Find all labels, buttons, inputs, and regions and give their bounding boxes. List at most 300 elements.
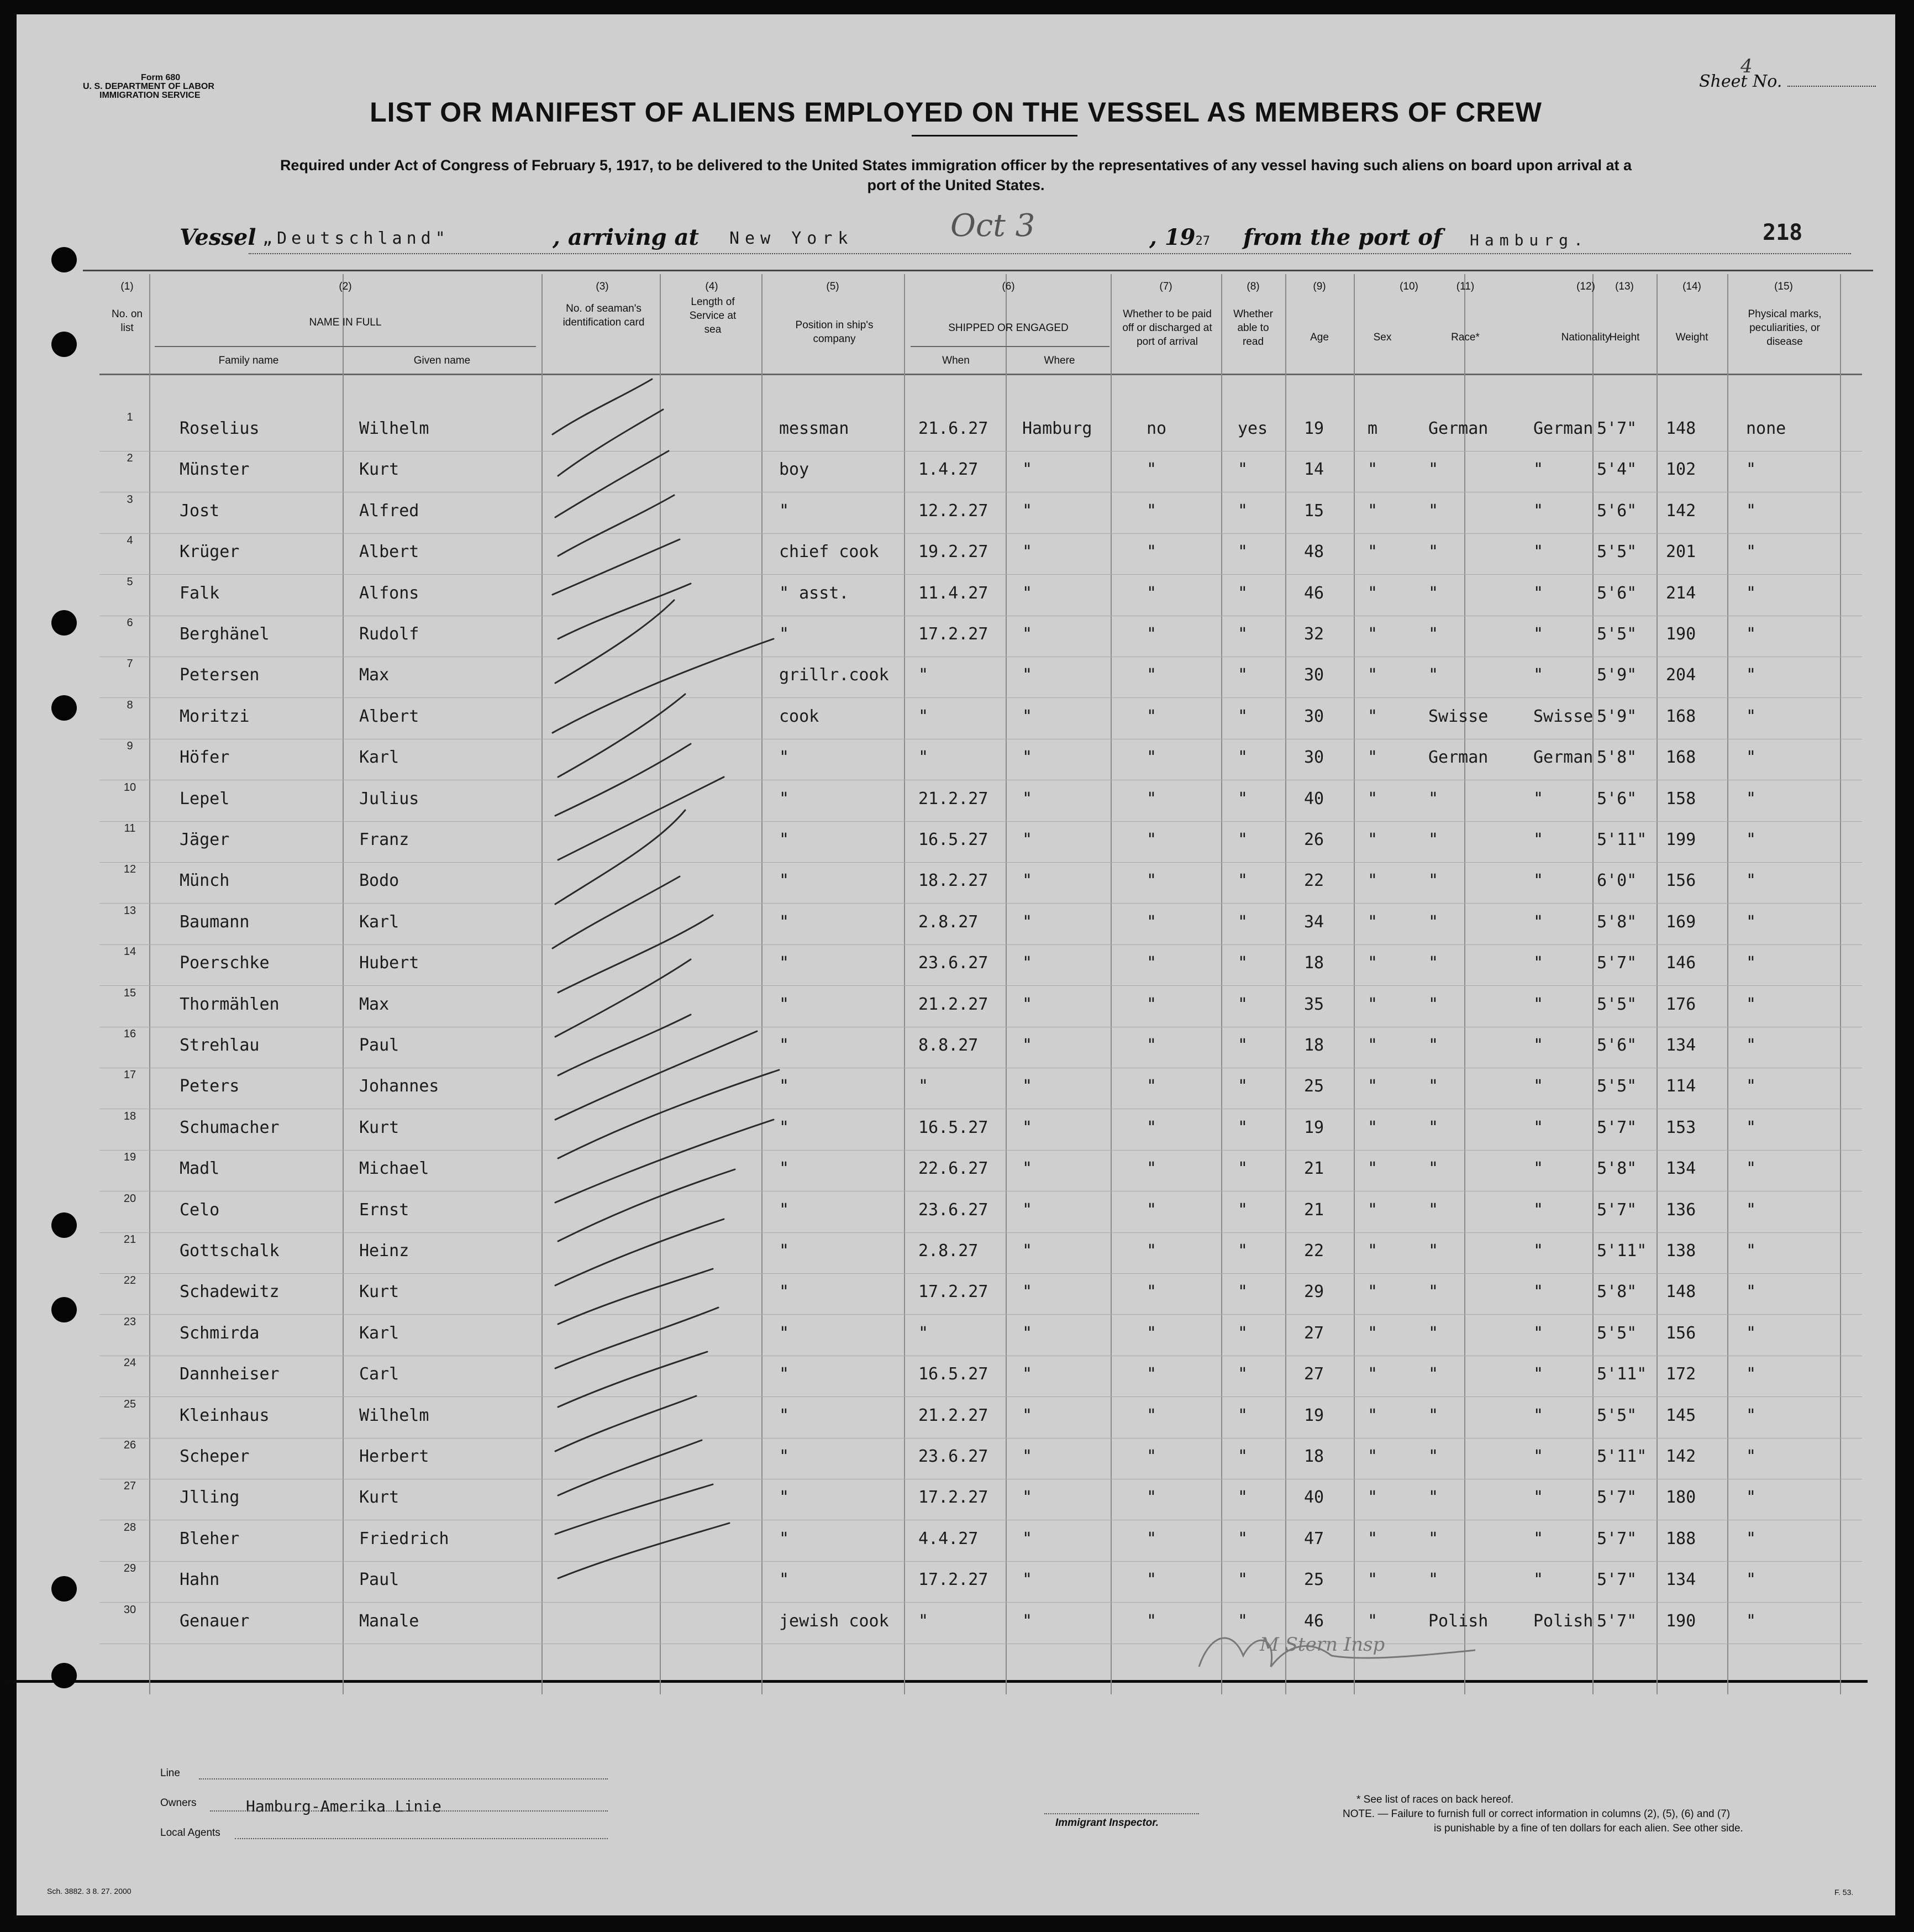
from-port-label: from the port of (1243, 224, 1443, 250)
cell-position: " (779, 994, 790, 1014)
subtitle-line-2: port of the United States. (867, 177, 1045, 193)
cell-age: 47 (1304, 1529, 1324, 1548)
cell-family: Genauer (180, 1611, 250, 1631)
cell-age: 48 (1304, 542, 1324, 562)
cell-when: 2.8.27 (918, 912, 979, 932)
cell-sex: " (1368, 953, 1378, 973)
cell-nat: " (1533, 583, 1544, 603)
cell-when: " (918, 1077, 929, 1096)
cell-nat: " (1533, 1488, 1544, 1508)
cell-race: " (1428, 1282, 1439, 1302)
col-3-label: No. of seaman's identification card (562, 303, 645, 328)
cell-nat: " (1533, 542, 1544, 562)
cell-paid: no (1147, 419, 1167, 438)
col-2-num: (2) (339, 281, 352, 292)
cell-sex: " (1368, 1529, 1378, 1548)
cell-paid: " (1147, 1077, 1157, 1096)
col-7-num: (7) (1159, 281, 1172, 292)
cell-no: 6 (127, 617, 133, 629)
cell-paid: " (1147, 1447, 1157, 1466)
cell-given: Michael (359, 1159, 429, 1179)
cell-family: Gottschalk (180, 1241, 280, 1261)
cell-where: " (1022, 994, 1033, 1014)
cell-sex: " (1368, 1036, 1378, 1055)
col-sep (541, 274, 543, 1694)
binder-hole (51, 332, 77, 357)
cell-when: 16.5.27 (918, 1364, 988, 1384)
cell-marks: " (1746, 1282, 1757, 1302)
pencil-strokes (547, 357, 856, 1683)
cell-height: 5'6" (1597, 501, 1637, 521)
col-12-label: Nationality (1561, 332, 1611, 343)
line-label: Line (160, 1767, 180, 1779)
cell-sex: " (1368, 583, 1378, 603)
cell-given: Karl (359, 912, 399, 932)
cell-weight: 168 (1666, 706, 1696, 726)
cell-family: Bleher (180, 1529, 240, 1548)
sheet-number-label: Sheet No. (1699, 72, 1876, 91)
cell-sex: " (1368, 1488, 1378, 1508)
cell-when: 23.6.27 (918, 953, 988, 973)
cell-position: " (779, 1323, 790, 1343)
cell-nat: " (1533, 1570, 1544, 1590)
col-2-given: Given name (413, 355, 471, 366)
document-title: LIST OR MANIFEST OF ALIENS EMPLOYED ON THE VESSEL AS MEMBERS OF CREW (370, 97, 1542, 128)
cell-family: Lepel (180, 789, 230, 809)
cell-paid: " (1147, 1241, 1157, 1261)
cell-read: " (1238, 1364, 1248, 1384)
cell-read: " (1238, 1282, 1248, 1302)
cell-marks: " (1746, 1323, 1757, 1343)
cell-read: " (1238, 1447, 1248, 1466)
cell-position: " (779, 871, 790, 891)
cell-marks: " (1746, 994, 1757, 1014)
cell-given: Albert (359, 706, 419, 726)
cell-nat: " (1533, 912, 1544, 932)
cell-given: Kurt (359, 1117, 399, 1137)
cell-nat: " (1533, 1117, 1544, 1137)
cell-race: " (1428, 624, 1439, 644)
col-15-num: (15) (1774, 281, 1793, 292)
cell-position: jewish cook (779, 1611, 889, 1631)
cell-given: Herbert (359, 1447, 429, 1466)
cell-height: 5'6" (1597, 1036, 1637, 1055)
cell-age: 30 (1304, 665, 1324, 685)
cell-sex: " (1368, 994, 1378, 1014)
cell-weight: 156 (1666, 1323, 1696, 1343)
col-sep (1592, 274, 1594, 1694)
arriving-port: New York (729, 229, 854, 248)
cell-race: Swisse (1428, 706, 1489, 726)
cell-race: " (1428, 994, 1439, 1014)
col-9-label: Age (1310, 332, 1329, 343)
cell-nat: " (1533, 1241, 1544, 1261)
cell-where: " (1022, 542, 1033, 562)
cell-race: " (1428, 1447, 1439, 1466)
cell-weight: 156 (1666, 871, 1696, 891)
immigrant-inspector-label: Immigrant Inspector. (1055, 1817, 1159, 1829)
cell-race: " (1428, 1200, 1439, 1220)
cell-where: " (1022, 1405, 1033, 1425)
cell-height: 5'5" (1597, 624, 1637, 644)
cell-where: " (1022, 1036, 1033, 1055)
cell-nat: " (1533, 953, 1544, 973)
cell-where: " (1022, 953, 1033, 973)
cell-marks: " (1746, 624, 1757, 644)
cell-where: " (1022, 624, 1033, 644)
cell-when: 23.6.27 (918, 1447, 988, 1466)
cell-position: " (779, 1364, 790, 1384)
cell-when: 11.4.27 (918, 583, 988, 603)
cell-where: " (1022, 501, 1033, 521)
vessel-line (180, 224, 256, 250)
cell-position: " (779, 1077, 790, 1096)
cell-no: 11 (124, 822, 136, 834)
cell-given: Paul (359, 1036, 399, 1055)
cell-age: 18 (1304, 1447, 1324, 1466)
cell-given: Max (359, 994, 390, 1014)
cell-marks: none (1746, 419, 1786, 438)
col-sep (1727, 274, 1728, 1694)
cell-given: Ernst (359, 1200, 409, 1220)
cell-paid: " (1147, 542, 1157, 562)
cell-where: " (1022, 1159, 1033, 1179)
binder-hole (51, 1297, 77, 1322)
vessel-name: „Deutschland" (262, 229, 450, 248)
cell-family: Krüger (180, 542, 240, 562)
cell-weight: 153 (1666, 1117, 1696, 1137)
cell-height: 5'5" (1597, 1323, 1637, 1343)
penalty-note-line-1: NOTE. — Failure to furnish full or correct information in columns (2), (5), (6) and (7) (1343, 1808, 1731, 1820)
col-7-label: Whether to be paid off or discharged at port of arrival (1122, 308, 1212, 348)
col-14-label: Weight (1675, 332, 1708, 343)
cell-position: " (779, 1282, 790, 1302)
cell-sex: " (1368, 789, 1378, 809)
col-4-num: (4) (705, 281, 718, 292)
cell-family: Thormählen (180, 994, 280, 1014)
cell-paid: " (1147, 706, 1157, 726)
cell-when: " (918, 748, 929, 768)
cell-marks: " (1746, 542, 1757, 562)
col-6-label: SHIPPED OR ENGAGED (948, 322, 1069, 334)
cell-family: Dannheiser (180, 1364, 280, 1384)
cell-position: " (779, 1529, 790, 1548)
cell-no: 4 (127, 534, 133, 547)
col-sep (1657, 274, 1658, 1694)
cell-weight: 169 (1666, 912, 1696, 932)
cell-read: " (1238, 1405, 1248, 1425)
cell-no: 16 (123, 1028, 136, 1040)
cell-sex: " (1368, 1077, 1378, 1096)
row-rule (99, 944, 1862, 945)
col-sep (1111, 274, 1112, 1694)
cell-nat: " (1533, 1529, 1544, 1548)
cell-no: 3 (127, 493, 133, 506)
cell-paid: " (1147, 1488, 1157, 1508)
cell-paid: " (1147, 1159, 1157, 1179)
cell-given: Alfred (359, 501, 419, 521)
cell-read: " (1238, 501, 1248, 521)
cell-read: " (1238, 994, 1248, 1014)
cell-read: " (1238, 1159, 1248, 1179)
cell-read: " (1238, 460, 1248, 480)
cell-family: Hahn (180, 1570, 220, 1590)
cell-paid: " (1147, 1570, 1157, 1590)
inspector-dots (1044, 1813, 1199, 1814)
cell-family: Jlling (180, 1488, 240, 1508)
cell-marks: " (1746, 1200, 1757, 1220)
col-sep (1464, 274, 1465, 1694)
cell-height: 5'7" (1597, 1611, 1637, 1631)
cell-no: 22 (123, 1274, 136, 1287)
cell-where: " (1022, 912, 1033, 932)
cell-family: Münster (180, 460, 250, 480)
vessel-line-dots (249, 253, 1851, 254)
cell-when: 17.2.27 (918, 1282, 988, 1302)
row-rule (99, 697, 1862, 698)
cell-weight: 142 (1666, 1447, 1696, 1466)
cell-marks: " (1746, 1077, 1757, 1096)
cell-paid: " (1147, 953, 1157, 973)
cell-weight: 146 (1666, 953, 1696, 973)
cell-race: " (1428, 871, 1439, 891)
agents-dots (235, 1838, 608, 1839)
cell-weight: 168 (1666, 748, 1696, 768)
cell-no: 29 (123, 1562, 136, 1575)
cell-marks: " (1746, 1117, 1757, 1137)
cell-age: 35 (1304, 994, 1324, 1014)
cell-race: " (1428, 1036, 1439, 1055)
cell-height: 5'11" (1597, 1364, 1647, 1384)
cell-no: 12 (123, 863, 136, 876)
cell-marks: " (1746, 583, 1757, 603)
col-1-label: No. on list (112, 308, 143, 334)
inspector-signature: M Stern Insp (1260, 1634, 1385, 1656)
cell-given: Julius (359, 789, 419, 809)
cell-weight: 142 (1666, 501, 1696, 521)
cell-no: 26 (123, 1439, 136, 1451)
row-rule (99, 574, 1862, 575)
cell-age: 27 (1304, 1364, 1324, 1384)
owners-label: Owners (160, 1797, 197, 1809)
cell-marks: " (1746, 953, 1757, 973)
cell-where: " (1022, 1570, 1033, 1590)
cell-marks: " (1746, 789, 1757, 809)
cell-given: Kurt (359, 1282, 399, 1302)
cell-age: 25 (1304, 1077, 1324, 1096)
cell-given: Manale (359, 1611, 419, 1631)
cell-given: Heinz (359, 1241, 409, 1261)
cell-age: 22 (1304, 871, 1324, 891)
row-rule (99, 451, 1862, 452)
cell-position: " (779, 789, 790, 809)
arrival-date: Oct 3 (950, 208, 1035, 244)
cell-when: 18.2.27 (918, 871, 988, 891)
cell-when: 17.2.27 (918, 1488, 988, 1508)
cell-race: " (1428, 912, 1439, 932)
cell-weight: 180 (1666, 1488, 1696, 1508)
cell-given: Kurt (359, 1488, 399, 1508)
cell-read: " (1238, 789, 1248, 809)
cell-sex: " (1368, 665, 1378, 685)
cell-read: " (1238, 912, 1248, 932)
cell-when: 17.2.27 (918, 1570, 988, 1590)
cell-no: 7 (127, 658, 133, 670)
cell-family: Jost (180, 501, 220, 521)
cell-race: " (1428, 1529, 1439, 1548)
cell-paid: " (1147, 1117, 1157, 1137)
cell-no: 2 (127, 452, 133, 465)
cell-position: " (779, 1570, 790, 1590)
sheet-number-value: 4 (1741, 55, 1753, 77)
cell-height: 5'9" (1597, 706, 1637, 726)
cell-weight: 145 (1666, 1405, 1696, 1425)
owners-value: Hamburg-Amerika Linie (246, 1797, 442, 1815)
cell-race: " (1428, 1405, 1439, 1425)
cell-family: Schmirda (180, 1323, 260, 1343)
cell-height: 5'11" (1597, 1447, 1647, 1466)
cell-family: Berghänel (180, 624, 270, 644)
cell-marks: " (1746, 1159, 1757, 1179)
local-agents-label: Local Agents (160, 1827, 220, 1839)
cell-weight: 148 (1666, 419, 1696, 438)
col-14-num: (14) (1682, 281, 1701, 292)
cell-read: " (1238, 1488, 1248, 1508)
cell-height: 5'6" (1597, 583, 1637, 603)
cell-sex: " (1368, 1405, 1378, 1425)
cell-nat: " (1533, 665, 1544, 685)
cell-when: 4.4.27 (918, 1529, 979, 1548)
cell-read: " (1238, 1611, 1248, 1631)
cell-height: 5'8" (1597, 912, 1637, 932)
cell-position: " (779, 624, 790, 644)
cell-paid: " (1147, 1036, 1157, 1055)
cell-family: Münch (180, 871, 230, 891)
col-sep (1221, 274, 1222, 1694)
cell-marks: " (1746, 1488, 1757, 1508)
cell-when: 16.5.27 (918, 830, 988, 849)
cell-marks: " (1746, 1447, 1757, 1466)
cell-family: Scheper (180, 1447, 250, 1466)
cell-age: 40 (1304, 1488, 1324, 1508)
cell-marks: " (1746, 912, 1757, 932)
cell-sex: " (1368, 1364, 1378, 1384)
cell-height: 5'5" (1597, 542, 1637, 562)
cell-weight: 138 (1666, 1241, 1696, 1261)
col-11-num: (11) (1456, 281, 1475, 292)
cell-where: Hamburg (1022, 419, 1092, 438)
cell-paid: " (1147, 748, 1157, 768)
cell-position: " (779, 1488, 790, 1508)
cell-sex: " (1368, 460, 1378, 480)
cell-position: " (779, 1405, 790, 1425)
col-12-num: (12) (1576, 281, 1595, 292)
row-rule (99, 1273, 1862, 1274)
cell-where: " (1022, 748, 1033, 768)
cell-position: " (779, 912, 790, 932)
cell-given: Karl (359, 1323, 399, 1343)
cell-sex: " (1368, 1117, 1378, 1137)
cell-weight: 176 (1666, 994, 1696, 1014)
cell-position: " (779, 1200, 790, 1220)
cell-nat: " (1533, 830, 1544, 849)
cell-no: 5 (127, 575, 133, 588)
cell-nat: Polish (1533, 1611, 1594, 1631)
cell-no: 13 (123, 904, 136, 917)
cell-height: 5'7" (1597, 1570, 1637, 1590)
cell-marks: " (1746, 748, 1757, 768)
cell-given: Friedrich (359, 1529, 449, 1548)
row-rule (99, 903, 1862, 904)
cell-given: Max (359, 665, 390, 685)
row-rule (99, 821, 1862, 822)
col-5-label: Position in ship's company (795, 319, 874, 345)
cell-position: " (779, 748, 790, 768)
cell-position: cook (779, 706, 819, 726)
cell-read: " (1238, 1323, 1248, 1343)
cell-read: " (1238, 871, 1248, 891)
cell-no: 20 (123, 1192, 136, 1205)
col-6-when: When (942, 355, 970, 366)
cell-when: 22.6.27 (918, 1159, 988, 1179)
cell-position: messman (779, 419, 849, 438)
row-rule (99, 1438, 1862, 1439)
cell-paid: " (1147, 994, 1157, 1014)
cell-given: Wilhelm (359, 1405, 429, 1425)
shipped-subhead-rule (911, 346, 1110, 347)
cell-when: 19.2.27 (918, 542, 988, 562)
subtitle-line-1: Required under Act of Congress of February 5, 1917, to be delivered to the United States immigration officer by the representatives of any vessel having such aliens on board upon arrival at a (280, 157, 1632, 174)
binder-hole (51, 695, 77, 721)
col-sep (1840, 274, 1841, 1694)
cell-race: " (1428, 583, 1439, 603)
cell-nat: " (1533, 1447, 1544, 1466)
cell-no: 19 (123, 1151, 136, 1164)
cell-sex: " (1368, 706, 1378, 726)
cell-when: 12.2.27 (918, 501, 988, 521)
cell-when: 17.2.27 (918, 624, 988, 644)
year-label: , 1927 (1149, 224, 1211, 250)
cell-when: 21.6.27 (918, 419, 988, 438)
cell-age: 18 (1304, 1036, 1324, 1055)
cell-race: " (1428, 789, 1439, 809)
cell-when: 21.2.27 (918, 1405, 988, 1425)
cell-position: " (779, 1447, 790, 1466)
cell-given: Rudolf (359, 624, 419, 644)
race-note: * See list of races on back hereof. (1356, 1794, 1514, 1805)
cell-position: " (779, 1241, 790, 1261)
cell-where: " (1022, 1611, 1033, 1631)
cell-race: German (1428, 748, 1489, 768)
cell-sex: " (1368, 1611, 1378, 1631)
cell-nat: " (1533, 460, 1544, 480)
cell-position: chief cook (779, 542, 879, 562)
col-8-label: Whether able to read (1233, 308, 1273, 348)
cell-paid: " (1147, 789, 1157, 809)
cell-sex: " (1368, 871, 1378, 891)
cell-age: 19 (1304, 1117, 1324, 1137)
cell-family: Schumacher (180, 1117, 280, 1137)
cell-age: 30 (1304, 706, 1324, 726)
cell-family: Baumann (180, 912, 250, 932)
cell-height: 5'7" (1597, 419, 1637, 438)
cell-when: 2.8.27 (918, 1241, 979, 1261)
header-bottom-rule (99, 374, 1862, 375)
line-dots (199, 1778, 608, 1779)
cell-sex: " (1368, 1200, 1378, 1220)
cell-read: " (1238, 1529, 1248, 1548)
cell-position: grillr.cook (779, 665, 889, 685)
